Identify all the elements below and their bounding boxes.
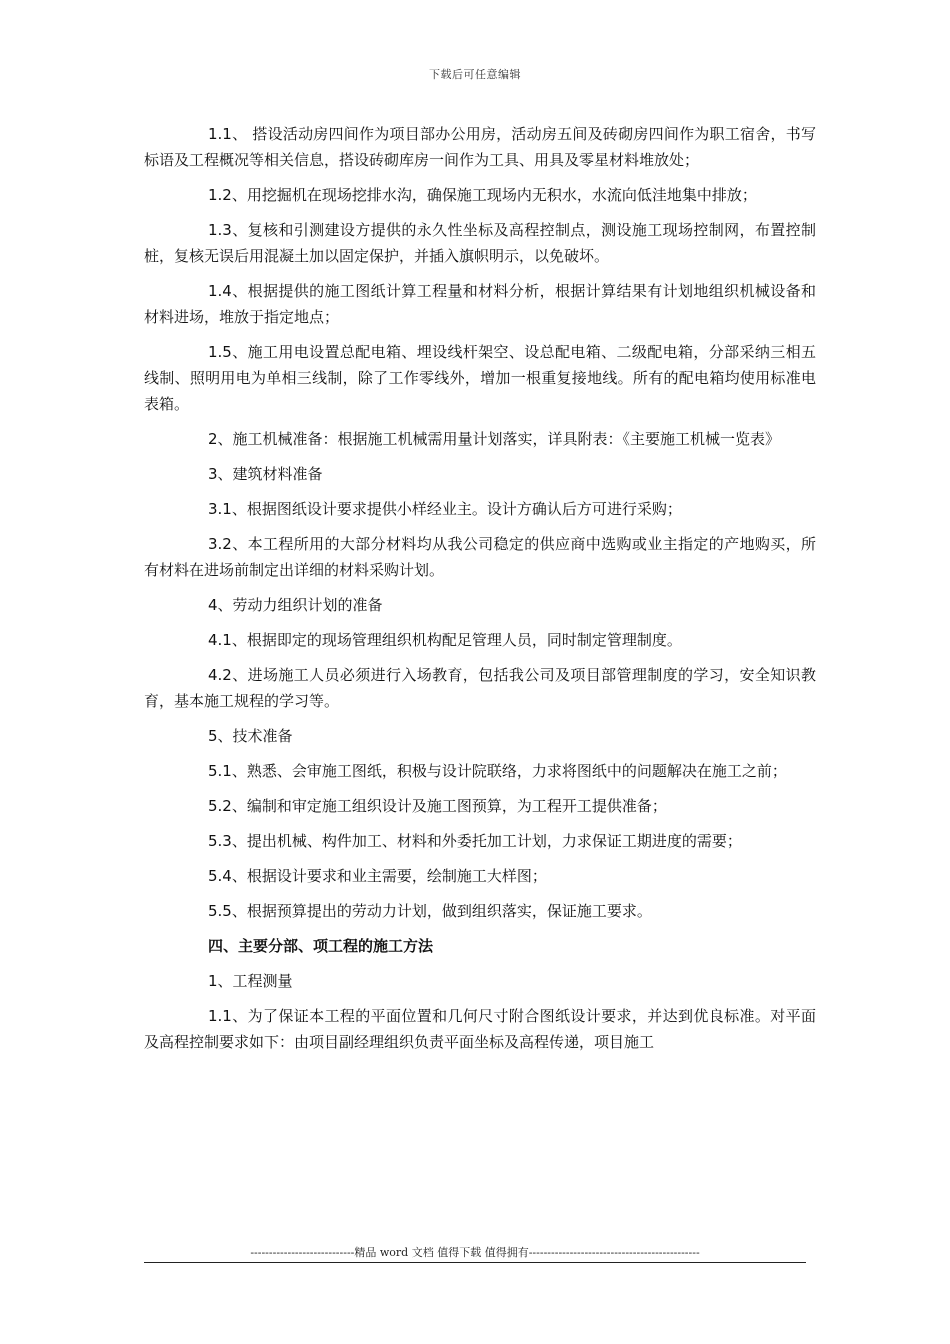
- paragraph-3-2-procurement: 3.2、本工程所用的大部分材料均从我公司稳定的供应商中选购或业主指定的产地购买，所有材料在进场前制定出详细的材料采购计划。: [144, 535, 816, 579]
- paragraph-5-2-design: 5.2、编制和审定施工组织设计及施工图预算，为工程开工提供准备；: [208, 797, 667, 815]
- paragraph-5-3-processing: 5.3、提出机械、构件加工、材料和外委托加工计划，力求保证工期进度的需要；: [208, 832, 742, 850]
- paragraph-5-5-labor-plan: 5.5、根据预算提出的劳动力计划，做到组织落实，保证施工要求。: [208, 902, 652, 920]
- page-footer: ----------------------------精品 word 文档 值得下载 值得拥有----------------------------------------------: [250, 1246, 700, 1259]
- paragraph-4-1-staffing: 4.1、根据即定的现场管理组织机构配足管理人员，同时制定管理制度。: [208, 631, 682, 649]
- paragraph-2-machinery: 2、施工机械准备：根据施工机械需用量计划落实，详具附表：《主要施工机械一览表》: [208, 430, 781, 448]
- heading-1-survey: 1、工程测量: [208, 972, 293, 990]
- section-heading-construction-methods: 四、主要分部、项工程的施工方法: [208, 937, 434, 955]
- paragraph-5-1-drawings: 5.1、熟悉、会审施工图纸，积极与设计院联络，力求将图纸中的问题解决在施工之前；: [208, 762, 787, 780]
- heading-5-technical: 5、技术准备: [208, 727, 293, 745]
- paragraph-1-3-survey-control: 1.3、复核和引测建设方提供的永久性坐标及高程控制点，测设施工现场控制网，布置控制桩，复核无误后用混凝土加以固定保护，并插入旗帜明示，以免破坏。: [144, 221, 816, 265]
- paragraph-3-1-samples: 3.1、根据图纸设计要求提供小样经业主。设计方确认后方可进行采购；: [208, 500, 682, 518]
- paragraph-1-5-power-supply: 1.5、施工用电设置总配电箱、埋设线杆架空、设总配电箱、二级配电箱，分部采纳三相五线制、照明用电为单相三线制，除了工作零线外，增加一根重复接地线。所有的配电箱均使用标准电表箱。: [144, 343, 816, 413]
- paragraph-4-2-training: 4.2、进场施工人员必须进行入场教育，包括我公司及项目部管理制度的学习，安全知识教育，基本施工规程的学习等。: [144, 666, 816, 710]
- heading-3-materials: 3、建筑材料准备: [208, 465, 323, 483]
- paragraph-1-1-survey-requirements: 1.1、为了保证本工程的平面位置和几何尺寸附合图纸设计要求，并达到优良标准。对平面及高程控制要求如下：由项目副经理组织负责平面坐标及高程传递，项目施工: [144, 1007, 816, 1051]
- paragraph-1-1-temporary-housing: 1.1、 搭设活动房四间作为项目部办公用房，活动房五间及砖砌房四间作为职工宿舍，书写标语及工程概况等相关信息，搭设砖砌库房一间作为工具、用具及零星材料堆放处；: [144, 125, 816, 169]
- paragraph-5-4-detail-drawings: 5.4、根据设计要求和业主需要，绘制施工大样图；: [208, 867, 547, 885]
- footer-divider: [144, 1262, 806, 1263]
- paragraph-1-2-drainage: 1.2、用挖掘机在现场挖排水沟，确保施工现场内无积水，水流向低洼地集中排放；: [208, 186, 757, 204]
- page-header: 下载后可任意编辑: [429, 68, 521, 81]
- heading-4-labor: 4、劳动力组织计划的准备: [208, 596, 383, 614]
- document-body: [144, 121, 816, 1064]
- paragraph-1-4-quantities: 1.4、根据提供的施工图纸计算工程量和材料分析，根据计算结果有计划地组织机械设备和材料进场，堆放于指定地点；: [144, 282, 816, 326]
